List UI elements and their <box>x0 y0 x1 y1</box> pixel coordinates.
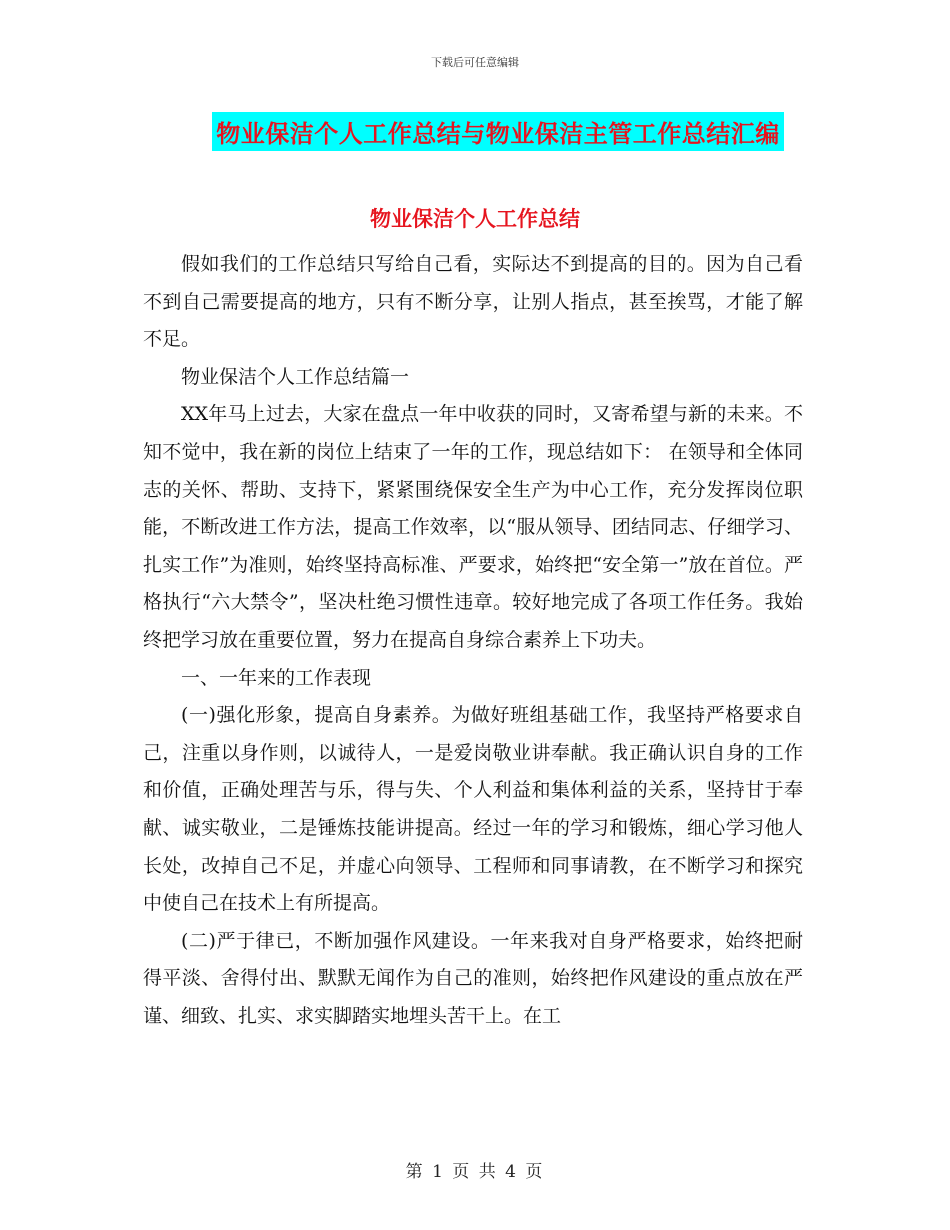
body-paragraph: XX年马上过去，大家在盘点一年中收获的同时，又寄希望与新的未来。不知不觉中，我在新的岗位上结束了一年的工作，现总结如下： 在领导和全体同志的关怀、帮助、支持下，紧紧围绕保安全生产为中心工作，充分发挥岗位职能，不断改进工作方法，提高工作效率，以“服从领导、团结同志、仔细学习、扎实工作”为准则，始终坚持高标准、严要求，始终把“安全第一”放在首位。严格执行“六大禁令”，坚决杜绝习惯性违章。较好地完成了各项工作任务。我始终把学习放在重要位置，努力在提高自身综合素养上下功夫。 <box>143 403 803 651</box>
body-paragraph-subheading: 物业保洁个人工作总结篇一 <box>181 365 410 388</box>
page-header-note: 下载后可任意编辑 <box>431 56 519 69</box>
document-title-container <box>0 112 950 151</box>
body-paragraph: (一)强化形象，提高自身素养。为做好班组基础工作，我坚持严格要求自己，注重以身作则，以诚待人，一是爱岗敬业讲奉献。我正确认识自身的工作和价值，正确处理苦与乐，得与失、个人利益和集体利益的关系，坚持甘于奉献、诚实敬业，二是锤炼技能讲提高。经过一年的学习和锻炼，细心学习他人长处，改掉自己不足，并虚心向领导、工程师和同事请教，在不断学习和探究中使自己在技术上有所提高。 <box>143 704 803 915</box>
body-paragraph-subheading: 一、一年来的工作表现 <box>181 666 372 689</box>
body-paragraph: (二)严于律已，不断加强作风建设。一年来我对自身严格要求，始终把耐得平淡、舍得付出、默默无闻作为自己的准则，始终把作风建设的重点放在严谨、细致、扎实、求实脚踏实地埋头苦干上。在工 <box>143 929 803 1027</box>
body-paragraph: 假如我们的工作总结只写给自己看，实际达不到提高的目的。因为自己看不到自己需要提高的地方，只有不断分享，让别人指点，甚至挨骂，才能了解不足。 <box>143 253 803 351</box>
section-title: 物业保洁个人工作总结 <box>370 206 580 231</box>
document-body <box>143 246 803 1035</box>
page-number-footer: 第 1 页 共 4 页 <box>405 1162 545 1182</box>
document-title: 物业保洁个人工作总结与物业保洁主管工作总结汇编 <box>212 112 784 151</box>
